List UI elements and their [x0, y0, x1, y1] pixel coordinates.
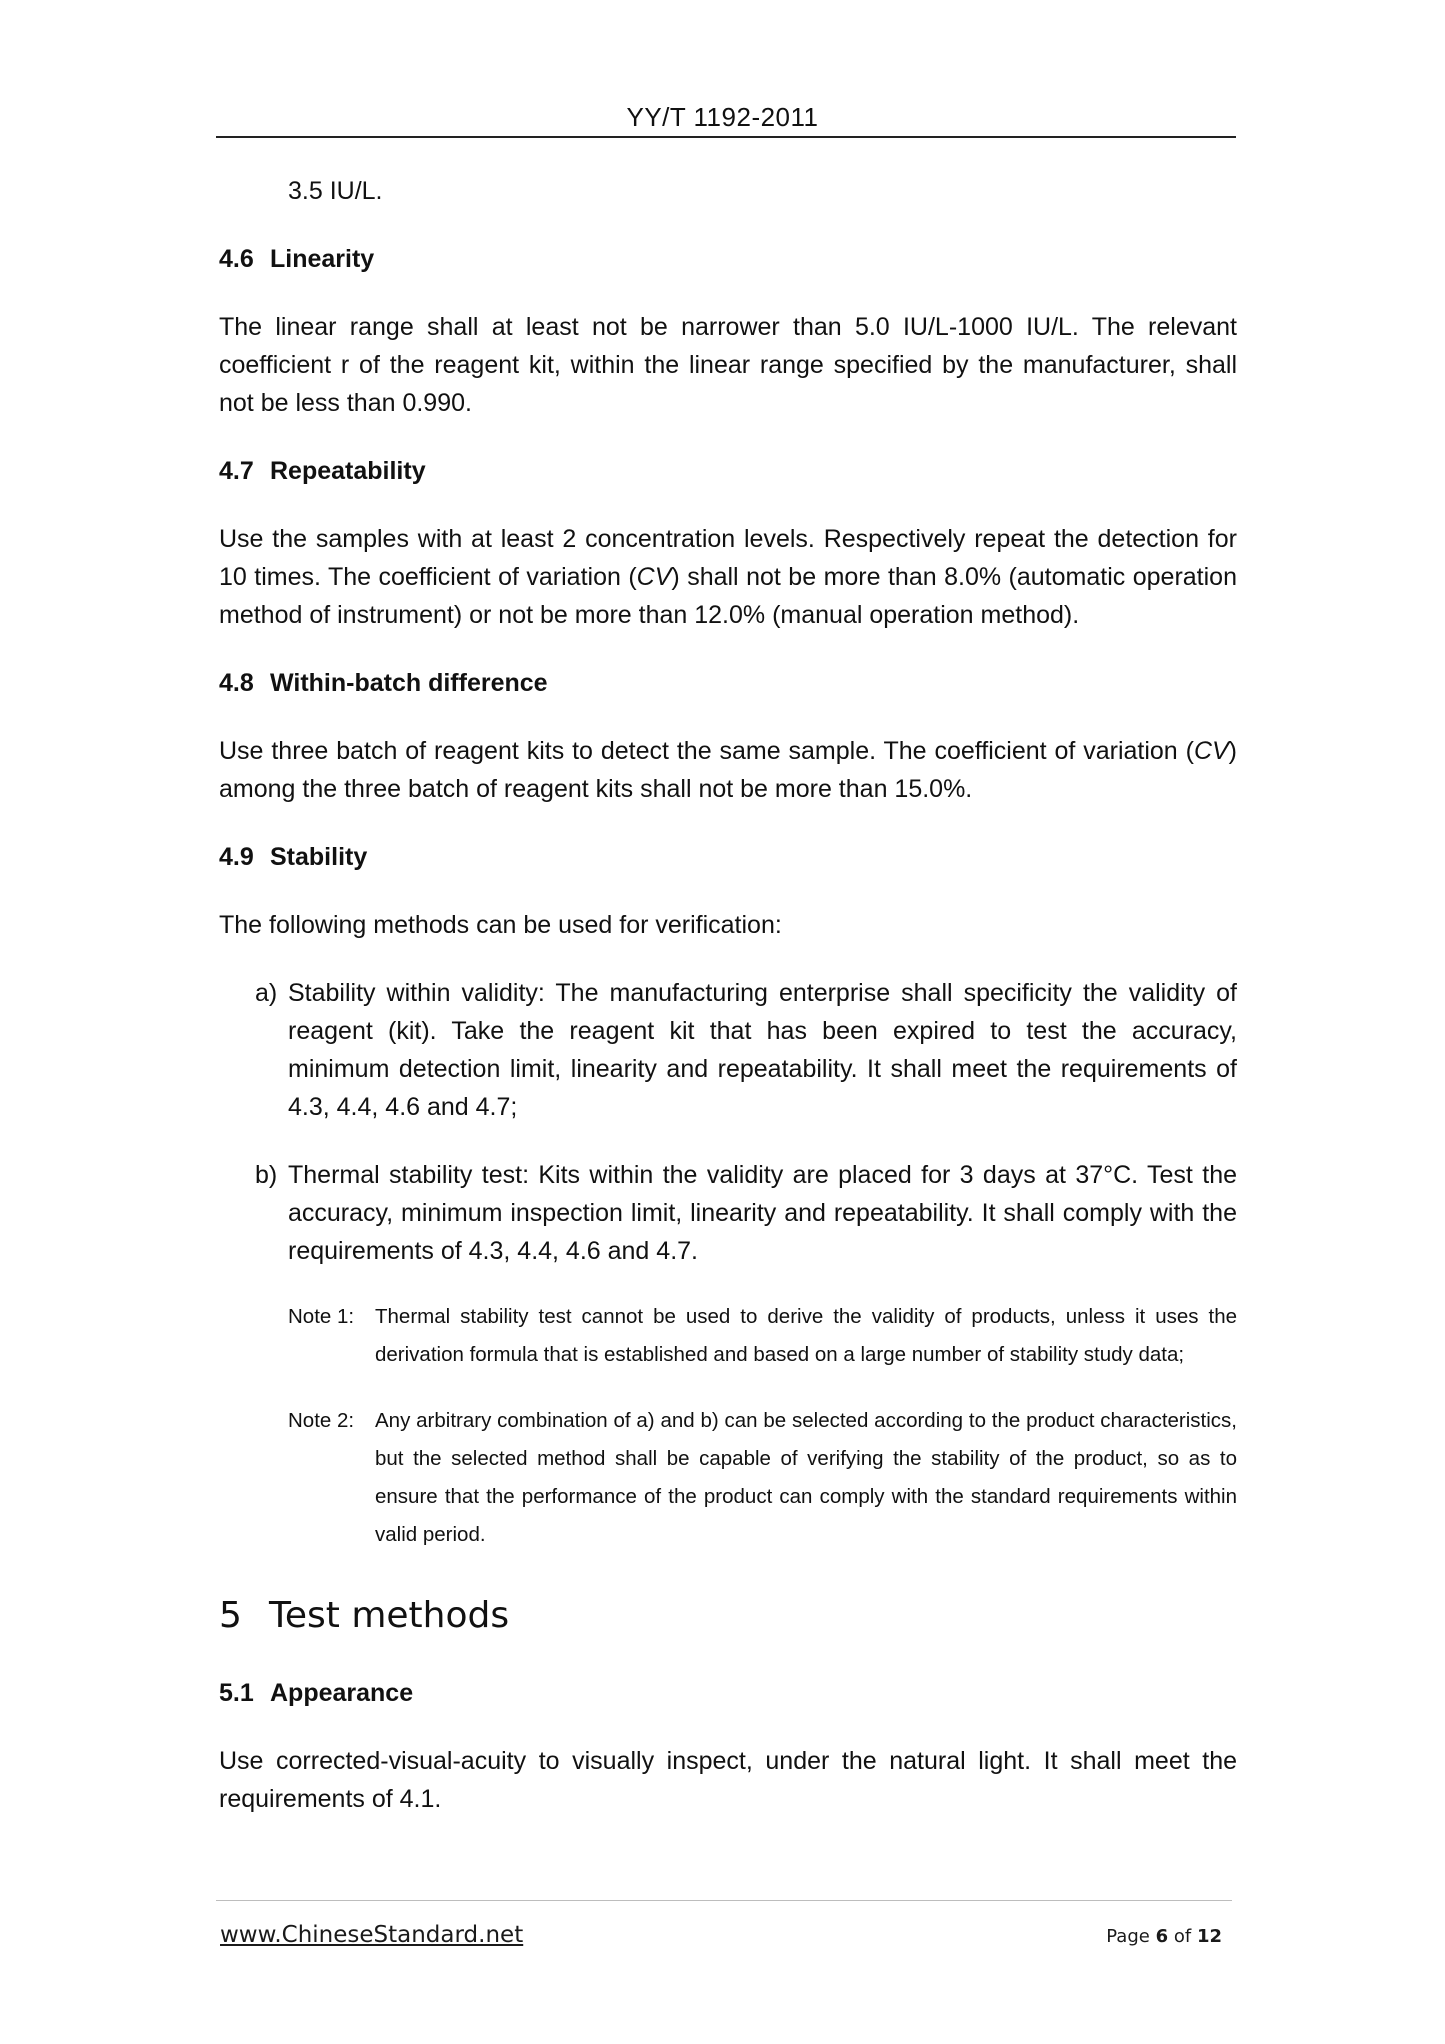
- section-heading-4-9: [219, 838, 1237, 876]
- section-number: 5.1: [219, 1679, 254, 1707]
- list-marker: a): [255, 979, 278, 1007]
- current-page: 6: [1155, 1926, 1169, 1947]
- section-title: Appearance: [270, 1679, 414, 1707]
- section-title: Repeatability: [270, 457, 426, 485]
- chapter-heading-5: [219, 1594, 1237, 1638]
- note-label: Note 1:: [288, 1305, 355, 1328]
- section-paragraph: The following methods can be used for verification:: [219, 911, 782, 939]
- section-heading-4-7: [219, 452, 1237, 490]
- chapter-title: Test methods: [269, 1595, 510, 1636]
- website-link[interactable]: www.ChineseStandard.net: [220, 1922, 524, 1948]
- section-number: 4.9: [219, 843, 254, 871]
- section-paragraph: The linear range shall at least not be narrower than 5.0 IU/L-1000 IU/L. The relevant coefficient r of the reagent kit, within the linear range specified by the manufacturer, shall not be less than 0.990.: [219, 313, 1237, 417]
- list-item: [219, 1156, 1237, 1270]
- page-content: [219, 172, 1237, 1818]
- header-divider: [216, 136, 1236, 138]
- footer-divider: [216, 1900, 1232, 1901]
- section-heading-4-6: [219, 240, 1237, 278]
- list-marker: b): [255, 1161, 278, 1189]
- cv-symbol: CV: [1193, 737, 1229, 765]
- list-item-text: Thermal stability test: Kits within the validity are placed for 3 days at 37°C. Test the accuracy, minimum inspection limit, linearity and repeatability. It shall comply with the requirements of 4.3, 4.4, 4.6 and 4.7.: [288, 1161, 1237, 1265]
- list-item: [219, 974, 1237, 1126]
- section-number: 4.7: [219, 457, 254, 485]
- list-item-text: Stability within validity: The manufacturing enterprise shall specificity the validity of reagent (kit). Take the reagent kit that has been expired to test the accuracy, minimum detection limit, linearity and repeatability. It shall meet the requirements of 4.3, 4.4, 4.6 and 4.7;: [288, 979, 1237, 1121]
- total-pages: 12: [1196, 1926, 1222, 1947]
- note-text: Any arbitrary combination of a) and b) can be selected according to the product characteristics, but the selected method shall be capable of verifying the stability of the product, so as to ensure that the performance of the product can comply with the standard requirements within valid period.: [375, 1409, 1237, 1546]
- section-number: 4.6: [219, 245, 254, 273]
- section-title: Linearity: [270, 245, 375, 273]
- chapter-number: 5: [219, 1595, 242, 1636]
- note-1: [219, 1298, 1237, 1374]
- note-label: Note 2:: [288, 1409, 355, 1432]
- section-paragraph: Use three batch of reagent kits to detect the same sample. The coefficient of variation (CV) among the three batch of reagent kits shall not be more than 15.0%.: [219, 737, 1237, 803]
- section-paragraph: Use the samples with at least 2 concentration levels. Respectively repeat the detection for 10 times. The coefficient of variation (CV) shall not be more than 8.0% (automatic operation method of instrument) or not be more than 12.0% (manual operation method).: [219, 525, 1237, 629]
- continued-text: 3.5 IU/L.: [288, 177, 383, 205]
- section-number: 4.8: [219, 669, 254, 697]
- page-number: Page 6 of 12: [1106, 1926, 1222, 1947]
- note-2: [219, 1402, 1237, 1554]
- section-heading-5-1: [219, 1674, 1237, 1712]
- section-title: Stability: [270, 843, 368, 871]
- section-paragraph: Use corrected-visual-acuity to visually inspect, under the natural light. It shall meet the requirements of 4.1.: [219, 1747, 1237, 1813]
- section-heading-4-8: [219, 664, 1237, 702]
- document-code-header: YY/T 1192-2011: [626, 102, 819, 132]
- note-text: Thermal stability test cannot be used to derive the validity of products, unless it uses the derivation formula that is established and based on a large number of stability study data;: [375, 1305, 1237, 1366]
- cv-symbol: CV: [636, 563, 672, 591]
- section-title: Within-batch difference: [270, 669, 548, 697]
